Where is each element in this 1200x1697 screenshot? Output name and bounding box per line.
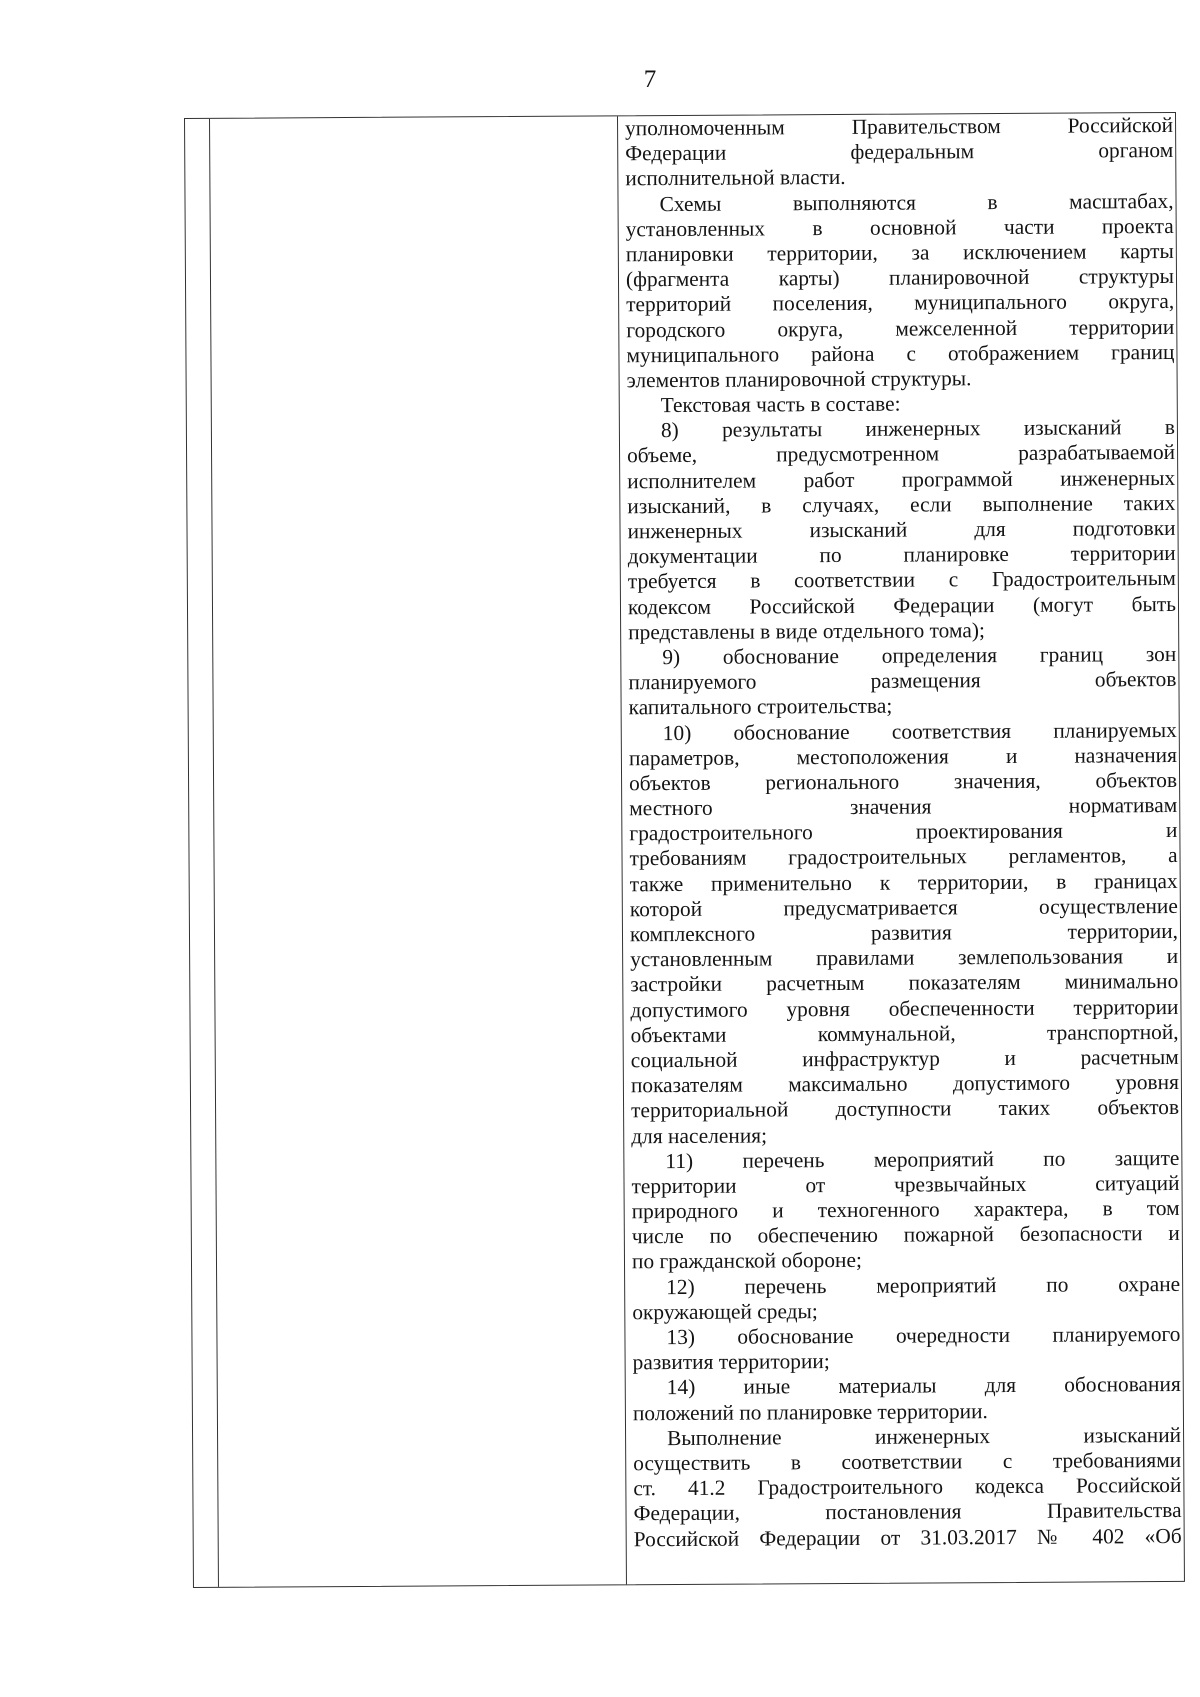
text-line: Текстовая часть в составе:	[660, 391, 901, 418]
text-line: социальной инфраструктур и расчетным	[630, 1044, 1179, 1073]
text-line: территорий поселения, муниципального округа,	[626, 289, 1175, 317]
requirements-table	[184, 112, 1185, 1588]
text-line: документации по планировке территории	[627, 541, 1176, 569]
text-line: по гражданской обороне;	[631, 1248, 862, 1274]
paragraph	[632, 1322, 1180, 1376]
text-line: 13) обоснование очередности планируемого	[666, 1321, 1181, 1350]
text-line: ст. 41.2 Градостроительного кодекса Российской	[633, 1473, 1182, 1501]
text-line: местного значения нормативам	[629, 793, 1178, 821]
paragraph	[625, 189, 1174, 394]
text-line: территории от чрезвычайных ситуаций	[631, 1170, 1180, 1199]
text-line: развития территории;	[632, 1349, 830, 1375]
text-line: уполномоченным Правительством Российской	[624, 112, 1174, 141]
text-line: параметров, местоположения и назначения	[628, 742, 1177, 770]
text-line: представлены в виде отдельного тома);	[628, 617, 985, 645]
text-line: 11) перечень мероприятий по защите	[665, 1145, 1180, 1173]
text-line: числе по обеспечению пожарной безопасности и	[631, 1221, 1180, 1249]
text-line: (фрагмента карты) планировочной структуры	[625, 264, 1175, 292]
text-line: 12) перечень мероприятий по охране	[666, 1271, 1181, 1299]
text-line: территориальной доступности таких объектов	[630, 1095, 1180, 1123]
paragraph	[632, 1272, 1180, 1326]
text-line: изысканий, в случаях, если выполнение таких	[627, 490, 1176, 519]
text-line: капитального строительства;	[628, 693, 893, 720]
text-line: Федерации федеральным органом	[625, 138, 1174, 166]
paragraph	[631, 1146, 1180, 1275]
text-line: установленных в основной части проекта	[625, 213, 1174, 242]
paragraph	[627, 415, 1176, 645]
requirements-text-cell	[625, 113, 1182, 1584]
text-line: для населения;	[631, 1122, 768, 1148]
column-divider	[209, 119, 219, 1587]
paragraph	[627, 390, 1175, 419]
text-line: комплексного развития территории,	[629, 918, 1179, 947]
text-line: 9) обоснование определения границ зон	[662, 641, 1177, 670]
text-line: исполнительной власти.	[625, 165, 846, 191]
text-line: кодексом Российской Федерации (могут быть	[627, 591, 1177, 619]
page-number: 7	[643, 66, 657, 93]
text-line: которой предусматривается осуществление	[629, 893, 1178, 922]
text-line: градостроительного проектирования и	[629, 818, 1178, 846]
text-line: муниципального района с отображением границ	[626, 339, 1175, 367]
text-line: установленным правилами землепользования и	[630, 944, 1179, 972]
text-line: 8) результаты инженерных изысканий в	[660, 415, 1175, 443]
text-line: объектов регионального значения, объектов	[628, 767, 1178, 796]
text-line: городского округа, межселенной территории	[626, 314, 1175, 342]
text-line: 14) иные материалы для обоснования	[666, 1372, 1181, 1400]
text-line: осуществить в соответствии с требованиями	[633, 1447, 1182, 1476]
paragraph	[629, 717, 1180, 1149]
text-line: планируемого размещения объектов	[628, 667, 1177, 695]
text-line: Российской Федерации от 31.03.2017 № 402 «Об	[633, 1523, 1182, 1551]
paragraph	[633, 1423, 1182, 1552]
paragraph	[633, 1372, 1181, 1426]
text-line: требуется в соответствии с Градостроительным	[627, 566, 1176, 594]
text-line: объектами коммунальной, транспортной,	[630, 1019, 1179, 1048]
text-line: допустимого уровня обеспеченности территории	[630, 994, 1179, 1022]
text-line: Схемы выполняются в масштабах,	[659, 188, 1174, 216]
text-line: природного и техногенного характера, в том	[631, 1196, 1180, 1224]
paragraph	[625, 113, 1173, 192]
text-line: планировки территории, за исключением карты	[625, 238, 1174, 267]
text-line: исполнителем работ программой инженерных	[627, 465, 1176, 493]
text-line: 10) обоснование соответствия планируемых	[662, 717, 1177, 745]
text-line: инженерных изысканий для подготовки	[627, 515, 1176, 544]
text-line: застройки расчетным показателям минимально	[630, 969, 1179, 997]
paragraph	[628, 642, 1176, 721]
text-line: Выполнение инженерных изысканий	[666, 1422, 1182, 1450]
text-line: требованиям градостроительных регламентов, а	[629, 843, 1178, 871]
text-line: элементов планировочной структуры.	[626, 366, 972, 393]
text-line: Федерации, постановления Правительства	[633, 1498, 1182, 1526]
text-line: объеме, предусмотренном разрабатываемой	[626, 440, 1176, 468]
text-line: положений по планировке территории.	[632, 1398, 988, 1425]
text-line: показателям максимально допустимого уровня	[630, 1070, 1179, 1098]
text-line: окружающей среды;	[632, 1298, 818, 1325]
text-line: также применительно к территории, в границах	[629, 868, 1178, 896]
